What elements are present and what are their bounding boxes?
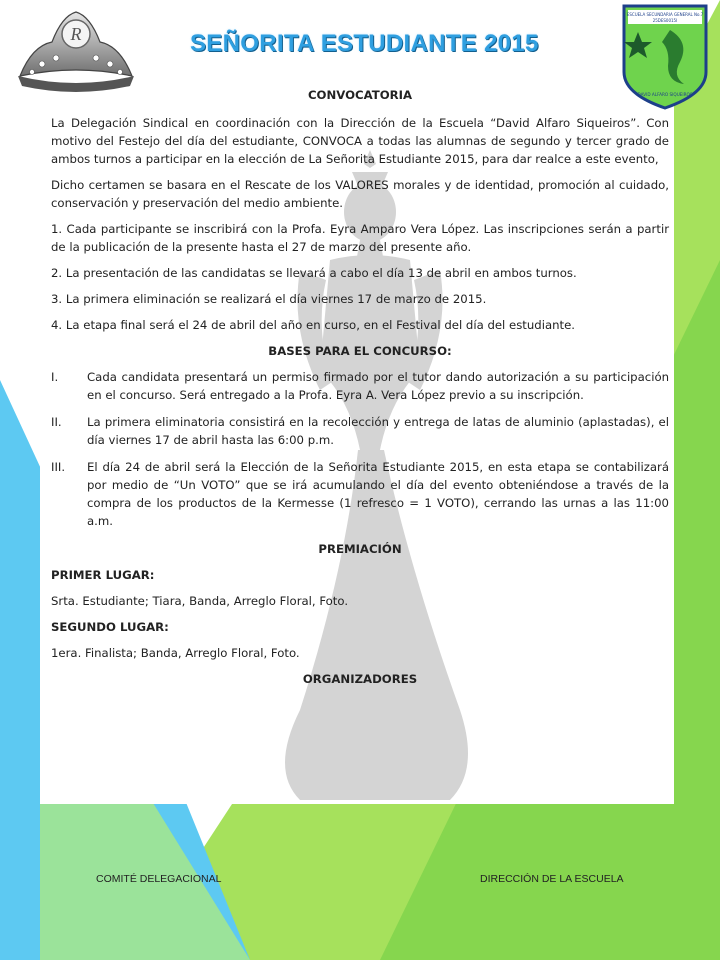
first-place-prize: Srta. Estudiante; Tiara, Banda, Arreglo Floral, Foto.	[51, 594, 349, 608]
bases-item-text: El día 24 de abril será la Elección de la Señorita Estudiante 2015, en esta etapa se contabilizará por medio de “Un VOTO” que se irá acumulando el día del evento obteniéndose a través de la compra de los productos de la Kermesse (1 refresco = 1 VOTO), cerrando las urnas a las 11:00 a.m.	[87, 460, 669, 528]
page-title: SEÑORITA ESTUDIANTE 2015	[190, 30, 539, 57]
bases-item-text: Cada candidata presentará un permiso firmado por el tutor dando autorización a su participación en el concurso. Será entregado a la Profa. Eyra A. Vera López previo a su inscripción.	[87, 370, 669, 402]
tiara-letter: R	[70, 24, 82, 44]
bases-item	[51, 368, 669, 404]
bases-heading: BASES PARA EL CONCURSO:	[268, 344, 452, 358]
second-place-prize: 1era. Finalista; Banda, Arreglo Floral, Foto.	[51, 646, 300, 660]
bases-item	[51, 413, 669, 449]
convocatoria-paragraph-2: Dicho certamen se basara en el Rescate de los VALORES morales y de identidad, promoción al cuidado, conservación y preservación del medio ambiente.	[51, 178, 669, 210]
bases-list	[51, 368, 669, 530]
shield-text-1: ESCUELA SECUNDARIA GENERAL No.7	[626, 12, 704, 17]
convocatoria-item-3: 3. La primera eliminación se realizará el día viernes 17 de marzo de 2015.	[51, 292, 487, 306]
shield-text-2: 25DES0015I	[652, 18, 678, 23]
tiara-logo	[12, 6, 140, 94]
convocatoria-item-4: 4. La etapa final será el 24 de abril del año en curso, en el Festival del día del estudiante.	[51, 318, 576, 332]
bases-item-text: La primera eliminatoria consistirá en la recolección y entrega de latas de aluminio (aplastadas), el día viernes 17 de abril hasta las 6:00 p.m.	[87, 415, 669, 447]
premiacion-heading: PREMIACIÓN	[318, 542, 402, 556]
footer-right-signature: DIRECCIÓN DE LA ESCUELA	[480, 873, 624, 885]
bases-item-number: I.	[51, 370, 59, 384]
footer-left-signature: COMITÉ DELEGACIONAL	[96, 873, 222, 885]
bases-item-number: III.	[51, 460, 66, 474]
first-place-label: PRIMER LUGAR:	[51, 568, 155, 582]
second-place-label: SEGUNDO LUGAR:	[51, 620, 169, 634]
convocatoria-item-1: 1. Cada participante se inscribirá con la Profa. Eyra Amparo Vera López. Las inscripciones serán a partir de la publicación de la presente hasta el 27 de marzo del presente año.	[51, 222, 669, 254]
convocatoria-paragraph-1: La Delegación Sindical en coordinación con la Dirección de la Escuela “David Alfaro Siqueiros”. Con motivo del Festejo del día del estudiante, CONVOCA a todas las alumnas de segundo y tercer grado de ambos turnos a participar en la elección de La Señorita Estudiante 2015, para dar realce a este evento,	[51, 116, 669, 166]
convocatoria-item-2: 2. La presentación de las candidatas se llevará a cabo el día 13 de abril en ambos turnos.	[51, 266, 577, 280]
convocatoria-heading: CONVOCATORIA	[307, 88, 413, 102]
organizadores-heading: ORGANIZADORES	[302, 672, 418, 686]
bases-item-number: II.	[51, 415, 62, 429]
bases-item	[51, 458, 669, 530]
shield-text-bottom: DAVID ALFARO SIQUEIROS	[637, 92, 693, 97]
document-body	[51, 86, 669, 696]
